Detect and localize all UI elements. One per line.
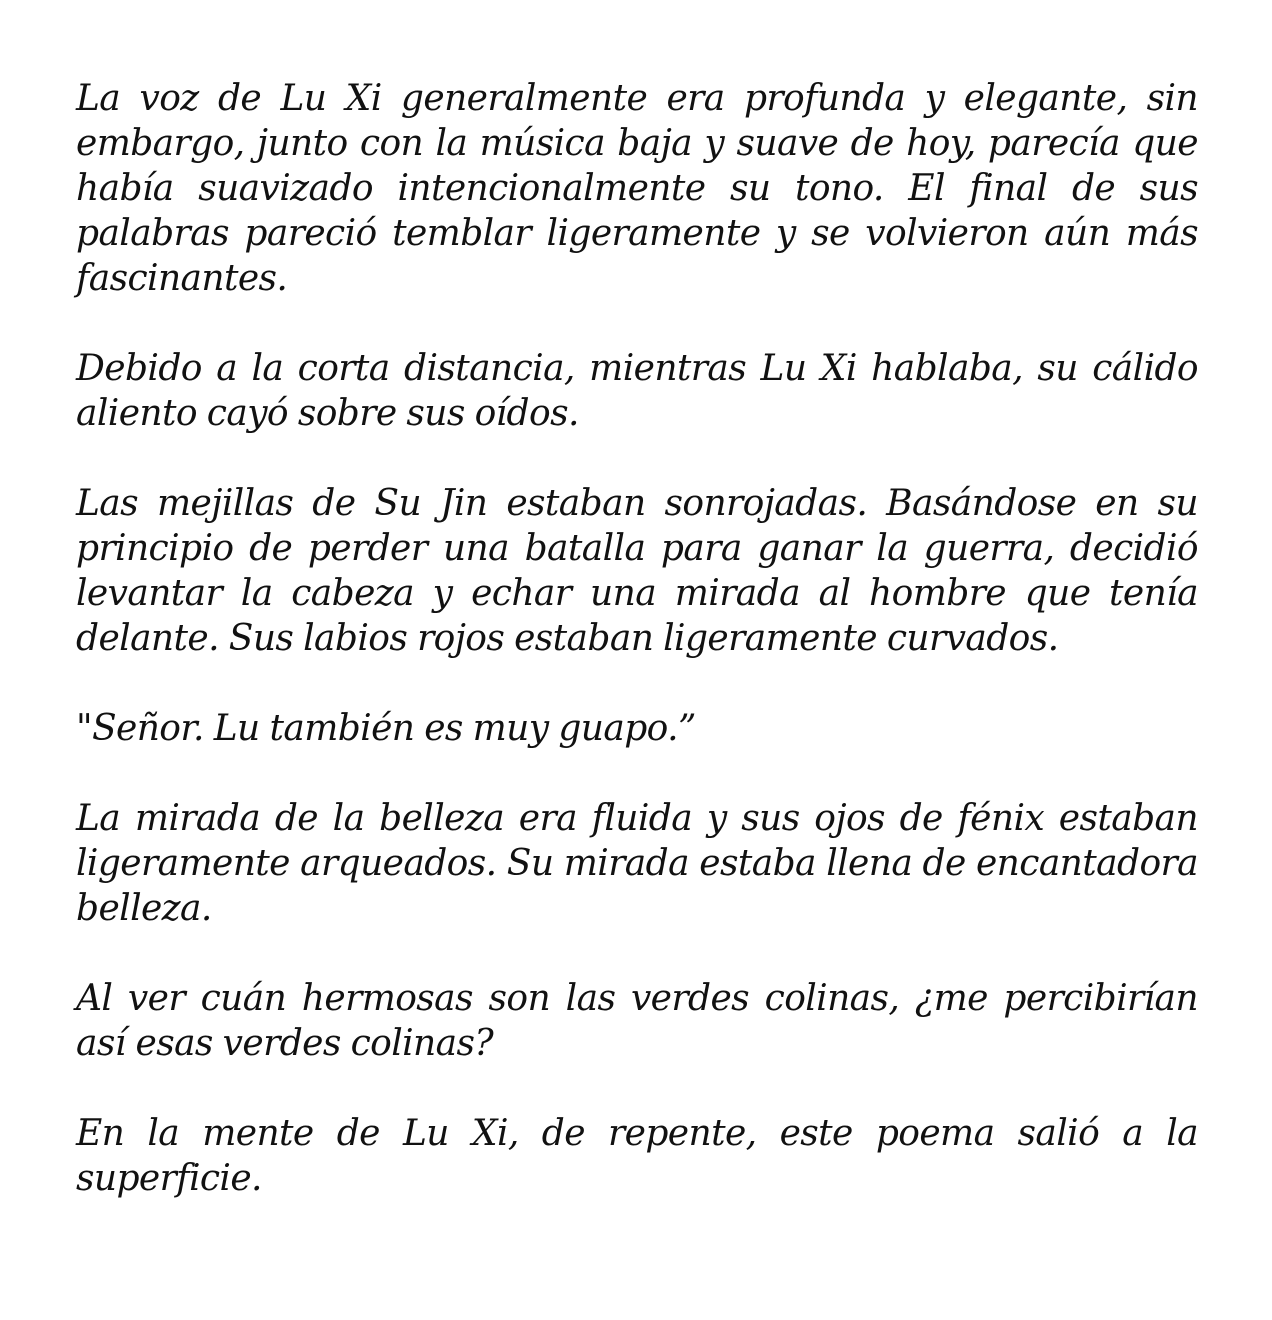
- paragraph-6: Al ver cuán hermosas son las verdes colinas, ¿me percibirían así esas verdes colinas?: [76, 978, 1198, 1064]
- paragraph-1: La voz de Lu Xi generalmente era profunda y elegante, sin embargo, junto con la música baja y suave de hoy, parecía que había suavizado intencionalmente su tono. El final de sus palabras pareció temblar ligeramente y se volvieron aún más fascinantes.: [76, 78, 1198, 299]
- paragraph-2: Debido a la corta distancia, mientras Lu Xi hablaba, su cálido aliento cayó sobre sus oídos.: [76, 348, 1198, 434]
- paragraph-7: En la mente de Lu Xi, de repente, este poema salió a la superficie.: [76, 1113, 1198, 1199]
- document-text: [76, 76, 1198, 1246]
- paragraph-4: "Señor. Lu también es muy guapo.”: [76, 708, 696, 749]
- paragraph-3: Las mejillas de Su Jin estaban sonrojadas. Basándose en su principio de perder una batalla para ganar la guerra, decidió levantar la cabeza y echar una mirada al hombre que tenía delante. Sus labios rojos estaban ligeramente curvados.: [76, 483, 1198, 659]
- paragraph-5: La mirada de la belleza era fluida y sus ojos de fénix estaban ligeramente arqueados. Su mirada estaba llena de encantadora belleza.: [76, 798, 1198, 929]
